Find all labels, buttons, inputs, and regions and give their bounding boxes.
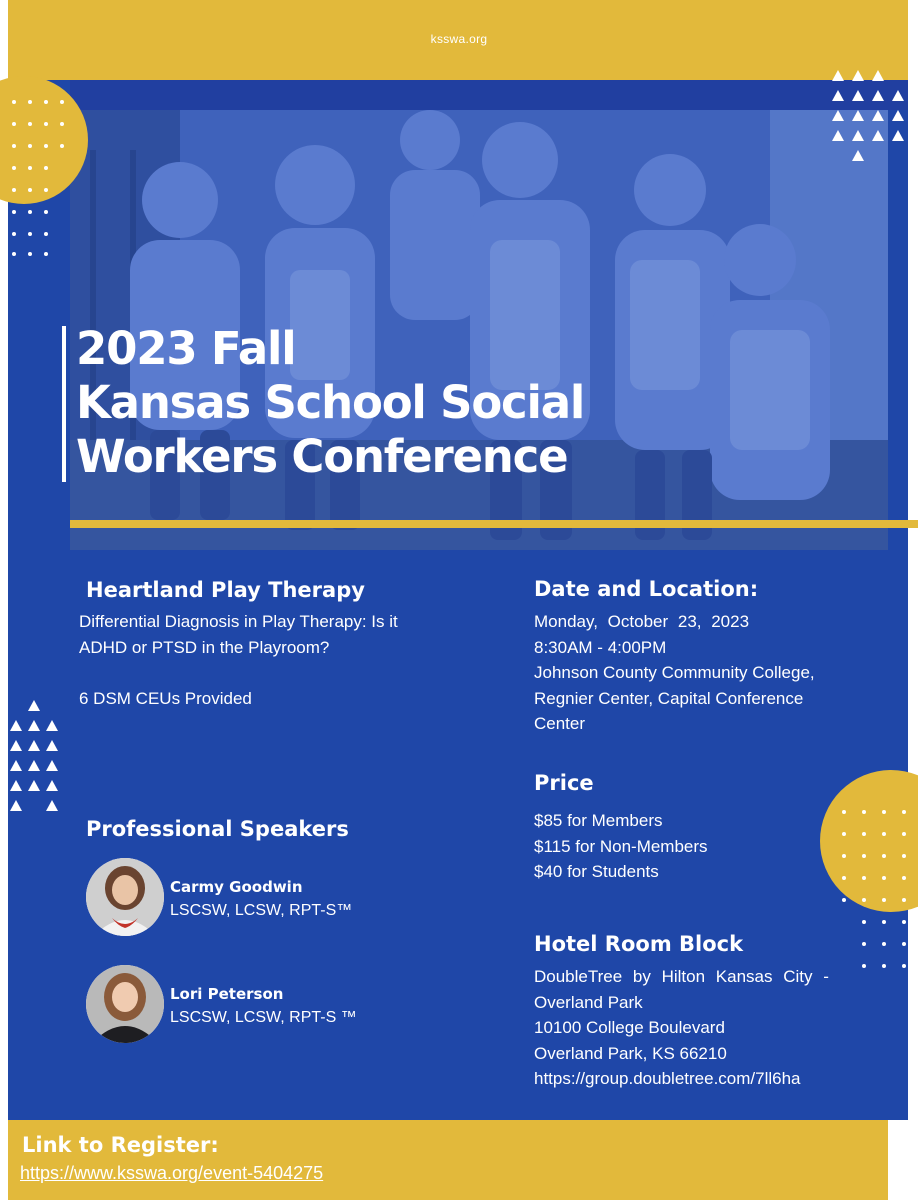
event-details <box>534 609 868 737</box>
session-desc-line-2: ADHD or PTSD in the Playroom? <box>79 637 330 657</box>
session-ceus: 6 DSM CEUs Provided <box>79 689 252 708</box>
speakers-heading: Professional Speakers <box>86 817 349 841</box>
title-accent-bar <box>62 326 66 482</box>
speaker-credentials: LSCSW, LCSW, RPT-S™ <box>170 902 353 919</box>
avatar <box>86 858 164 936</box>
hotel-details <box>534 964 868 1092</box>
speaker-card <box>86 858 486 940</box>
speaker-credentials: LSCSW, LCSW, RPT-S ™ <box>170 1009 357 1026</box>
avatar <box>86 965 164 1043</box>
event-heading: Date and Location: <box>534 577 759 601</box>
site-url: ksswa.org <box>430 32 488 46</box>
event-time: 8:30AM - 4:00PM <box>534 637 667 657</box>
session-heading: Heartland Play Therapy <box>86 578 365 602</box>
title-line-3: Workers Conference <box>76 430 568 483</box>
hotel-city: Overland Park, KS 66210 <box>534 1043 727 1063</box>
price-members: $85 for Members <box>534 811 663 830</box>
event-venue-line-3: Center <box>534 714 586 733</box>
speaker-name: Carmy Goodwin <box>170 878 303 896</box>
title-line-2: Kansas School Social <box>76 376 585 429</box>
register-box <box>8 1120 888 1200</box>
photo-top-strip <box>70 80 908 110</box>
hotel-line-1: DoubleTree by Hilton Kansas City - <box>534 967 829 986</box>
hotel-line-2: Overland Park <box>534 992 643 1012</box>
hotel-address: 10100 College Boulevard <box>534 1018 725 1037</box>
speaker-photo <box>86 965 164 1043</box>
register-label: Link to Register: <box>22 1133 219 1157</box>
gold-divider <box>70 520 918 528</box>
speaker-card <box>86 965 486 1047</box>
register-link[interactable]: https://www.ksswa.org/event-5404275 <box>20 1163 324 1183</box>
price-students: $40 for Students <box>534 862 659 881</box>
speaker-photo <box>86 858 164 936</box>
event-date: Monday, October 23, 2023 <box>534 612 750 631</box>
event-venue-line-1: Johnson County Community College, <box>534 663 815 682</box>
session-desc-line-1: Differential Diagnosis in Play Therapy: Is it <box>79 612 398 631</box>
event-venue-line-2: Regnier Center, Capital Conference <box>534 688 804 708</box>
hotel-heading: Hotel Room Block <box>534 932 744 956</box>
conference-title <box>76 322 776 484</box>
hotel-booking-link[interactable]: https://group.doubletree.com/7ll6ha <box>534 1069 801 1088</box>
session-description <box>79 609 479 660</box>
title-line-1: 2023 Fall <box>76 322 296 375</box>
price-list <box>534 808 708 885</box>
price-heading: Price <box>534 771 594 795</box>
price-non-members: $115 for Non-Members <box>534 836 708 856</box>
speaker-name: Lori Peterson <box>170 985 284 1003</box>
